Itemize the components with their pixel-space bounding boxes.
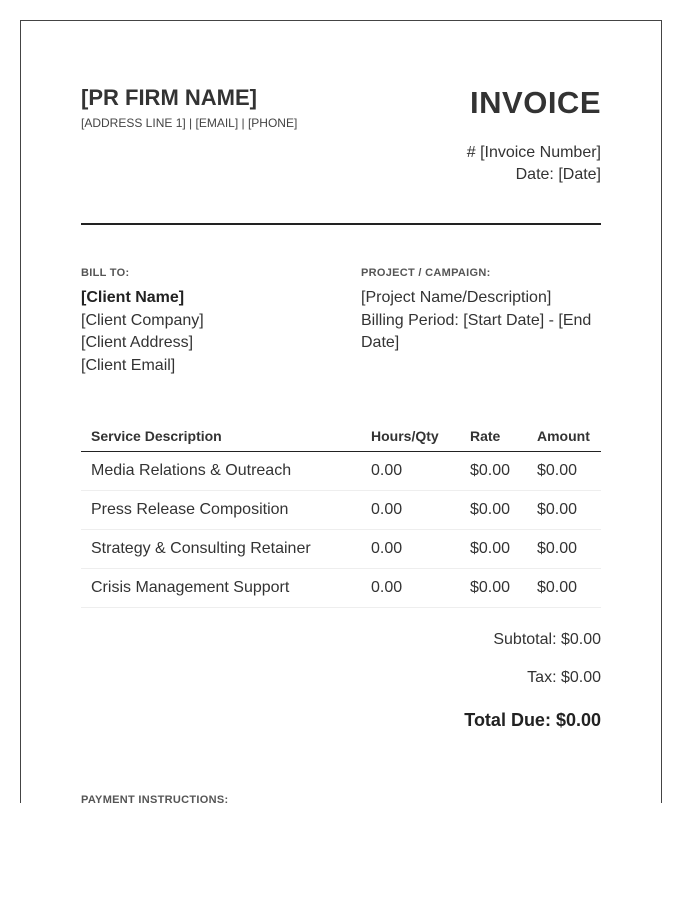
invoice-date: Date: [Date] <box>515 166 601 183</box>
table-row <box>81 530 601 569</box>
invoice-number: # [Invoice Number] <box>466 144 601 161</box>
client-address: [Client Address] <box>81 334 194 351</box>
invoice-title: INVOICE <box>470 85 601 120</box>
service-description: Press Release Composition <box>81 491 351 530</box>
column-header-amount: Amount <box>527 421 601 452</box>
tax: Tax: $0.00 <box>527 669 601 686</box>
firm-contact-line: [ADDRESS LINE 1] | [EMAIL] | [PHONE] <box>81 116 298 130</box>
table-row <box>81 491 601 530</box>
column-header-description: Service Description <box>81 421 351 452</box>
bill-to-label: BILL TO: <box>81 267 130 279</box>
project-section <box>361 267 601 355</box>
service-description: Strategy & Consulting Retainer <box>81 530 351 569</box>
total-due: Total Due: $0.00 <box>464 710 601 730</box>
subtotal: Subtotal: $0.00 <box>493 631 601 648</box>
service-hours: 0.00 <box>351 452 460 491</box>
service-rate: $0.00 <box>460 452 527 491</box>
billing-period: Billing Period: [Start Date] - [End Date] <box>361 311 592 351</box>
service-amount: $0.00 <box>527 530 601 569</box>
table-header-row <box>81 421 601 452</box>
service-rate: $0.00 <box>460 569 527 608</box>
payment-instructions-label: PAYMENT INSTRUCTIONS: <box>81 794 229 803</box>
services-table <box>81 421 601 608</box>
invoice-page <box>20 20 662 803</box>
service-amount: $0.00 <box>527 452 601 491</box>
client-name: [Client Name] <box>81 289 185 306</box>
service-description: Crisis Management Support <box>81 569 351 608</box>
header-divider <box>81 223 601 225</box>
column-header-hours: Hours/Qty <box>351 421 460 452</box>
service-rate: $0.00 <box>460 491 527 530</box>
table-row <box>81 452 601 491</box>
service-rate: $0.00 <box>460 530 527 569</box>
service-amount: $0.00 <box>527 569 601 608</box>
project-label: PROJECT / CAMPAIGN: <box>361 267 491 279</box>
client-company: [Client Company] <box>81 311 204 329</box>
bill-to-section <box>81 267 341 377</box>
client-email: [Client Email] <box>81 356 176 374</box>
service-hours: 0.00 <box>351 530 460 569</box>
service-hours: 0.00 <box>351 569 460 608</box>
totals-section <box>301 628 601 732</box>
service-hours: 0.00 <box>351 491 460 530</box>
project-description: [Project Name/Description] <box>361 289 552 306</box>
firm-name: [PR FIRM NAME] <box>81 85 257 110</box>
service-description: Media Relations & Outreach <box>81 452 351 491</box>
service-amount: $0.00 <box>527 491 601 530</box>
column-header-rate: Rate <box>460 421 527 452</box>
table-row <box>81 569 601 608</box>
